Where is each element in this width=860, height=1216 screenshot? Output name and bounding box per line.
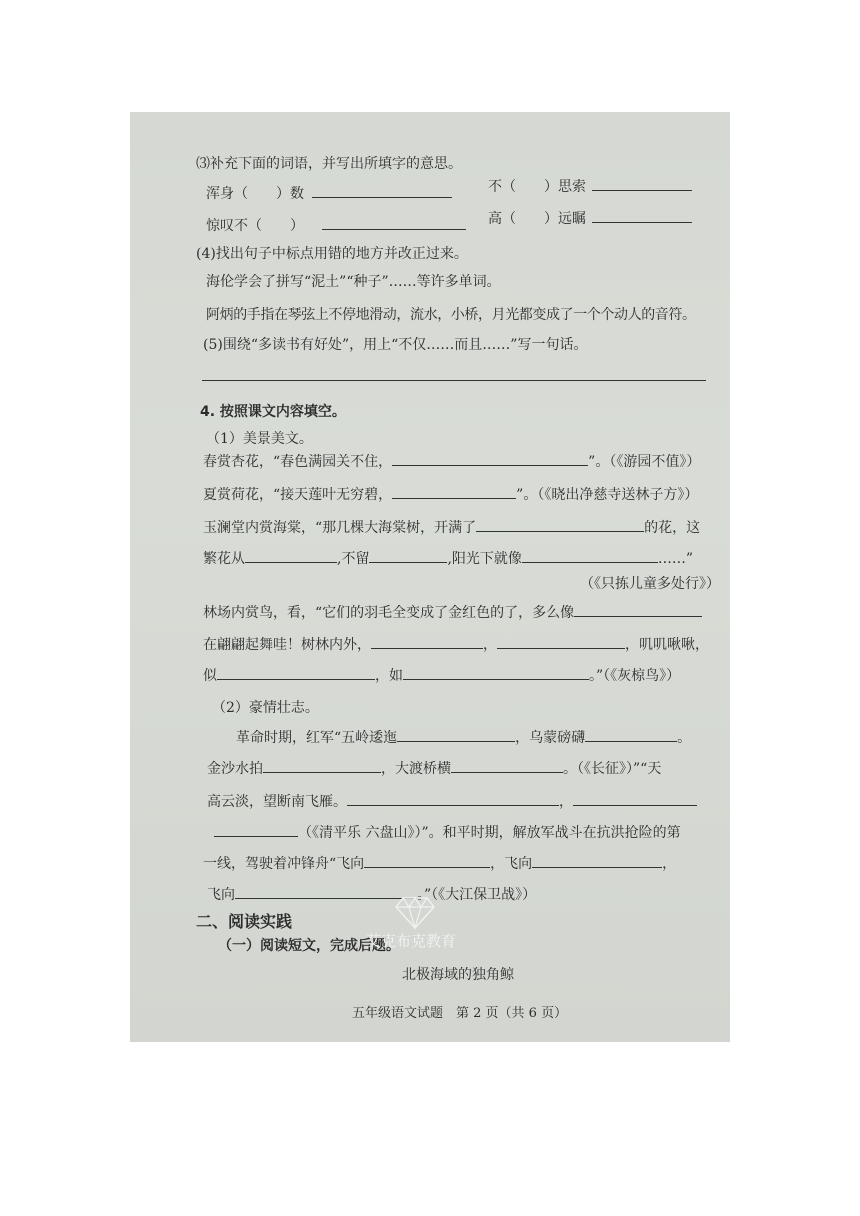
answer-blank[interactable] <box>532 853 662 868</box>
story-title: 北极海域的独角鲸 <box>402 967 514 983</box>
watermark-text: 艾克布克教育 <box>366 932 457 950</box>
answer-blank[interactable] <box>369 548 447 563</box>
answer-blank[interactable] <box>235 884 417 899</box>
q3-title: ⑶补充下面的词语，并写出所填字的意思。 <box>196 156 462 172</box>
q4-title: (4)找出句子中标点用错的地方并改正过来。 <box>196 246 468 262</box>
fill-line-6: 林场内赏鸟，看，“它们的羽毛全变成了金红色的了，多么像 <box>203 602 702 623</box>
answer-blank[interactable] <box>371 634 483 649</box>
diamond-logo-icon <box>395 896 435 930</box>
q3-item-2: 不（ ）思索 <box>488 176 692 197</box>
fill-line-7: 在翩翩起舞哇！树林内外， ， ，叽叽啾啾， <box>203 634 709 655</box>
q3-item-1: 浑身（ ）数 <box>206 183 452 204</box>
answer-blank[interactable] <box>217 665 375 680</box>
page-footer: 五年级语文试题 第 2 页（共 6 页） <box>352 1006 568 1021</box>
part-2-title: （2）豪情壮志。 <box>212 700 319 716</box>
answer-blank[interactable] <box>245 548 337 563</box>
fill-line-1: 春赏杏花，“春色满园关不住， ”。（《游园不值》） <box>203 451 700 472</box>
fill-line-3: 玉澜堂内赏海棠，“那几棵大海棠树，开满了 的花，这 <box>203 517 700 538</box>
q3-item-3: 惊叹不（ ） <box>206 215 466 236</box>
q4-sentence-2: 阿炳的手指在琴弦上不停地滑动，流水，小桥，月光都变成了一个个动人的音符。 <box>206 307 696 323</box>
fill-line-11: 高云淡，望断南飞雁。 ， <box>207 791 697 812</box>
answer-blank[interactable] <box>397 727 515 742</box>
q5-title: (5)围绕“多读书有好处”，用上“不仅……而且……”写一句话。 <box>203 337 588 353</box>
answer-blank[interactable] <box>263 758 381 773</box>
answer-blank[interactable] <box>364 853 490 868</box>
part-1-title: （1）美景美文。 <box>206 431 313 447</box>
answer-blank[interactable] <box>392 451 588 466</box>
answer-blank[interactable] <box>573 791 697 806</box>
fill-line-9: 革命时期，红军“五岭逶迤 ，乌蒙磅礴 。 <box>236 727 691 748</box>
answer-blank[interactable] <box>476 517 644 532</box>
source-line: （《只拣儿童多处行》） <box>580 576 720 592</box>
answer-blank[interactable] <box>585 727 677 742</box>
answer-blank[interactable] <box>592 208 692 223</box>
fill-line-2: 夏赏荷花，“接天莲叶无穷碧， ”。（《晓出净慈寺送林子方》） <box>203 484 698 505</box>
answer-blank[interactable] <box>451 758 563 773</box>
answer-blank[interactable] <box>497 634 625 649</box>
answer-blank[interactable] <box>574 602 702 617</box>
q4-sentence-1: 海伦学会了拼写“泥土”“种子”……等许多单词。 <box>206 274 501 290</box>
q5-answer-line[interactable] <box>202 380 706 381</box>
fill-line-13: 一线，驾驶着冲锋舟“飞向 ，飞向 ， <box>203 853 676 874</box>
answer-blank[interactable] <box>592 176 692 191</box>
answer-blank[interactable] <box>214 822 298 837</box>
answer-blank[interactable] <box>522 548 658 563</box>
answer-blank[interactable] <box>312 183 452 198</box>
answer-blank[interactable] <box>322 215 466 230</box>
fill-line-8: 似 ，如 。”（《灰椋鸟》） <box>203 665 680 686</box>
fill-line-12: （《清平乐 六盘山》）”。和平时期，解放军战斗在抗洪抢险的第 <box>214 822 681 843</box>
q3-item-4: 高（ ）远瞩 <box>488 208 692 229</box>
fill-line-4: 繁花从 ,不留 ,阳光下就像 ……” <box>203 548 693 569</box>
reading-subtitle: （一）阅读短文，完成后题。 <box>218 938 400 954</box>
answer-blank[interactable] <box>392 484 516 499</box>
section-4-title: 4. 按照课文内容填空。 <box>200 404 346 420</box>
answer-blank[interactable] <box>347 791 559 806</box>
answer-blank[interactable] <box>403 665 589 680</box>
reading-section-title: 二、阅读实践 <box>196 912 293 931</box>
fill-line-14: 飞向 。”（《大江保卫战》） <box>207 884 536 905</box>
fill-line-10: 金沙水拍 ，大渡桥横 。（《长征》）”“天 <box>207 758 661 779</box>
